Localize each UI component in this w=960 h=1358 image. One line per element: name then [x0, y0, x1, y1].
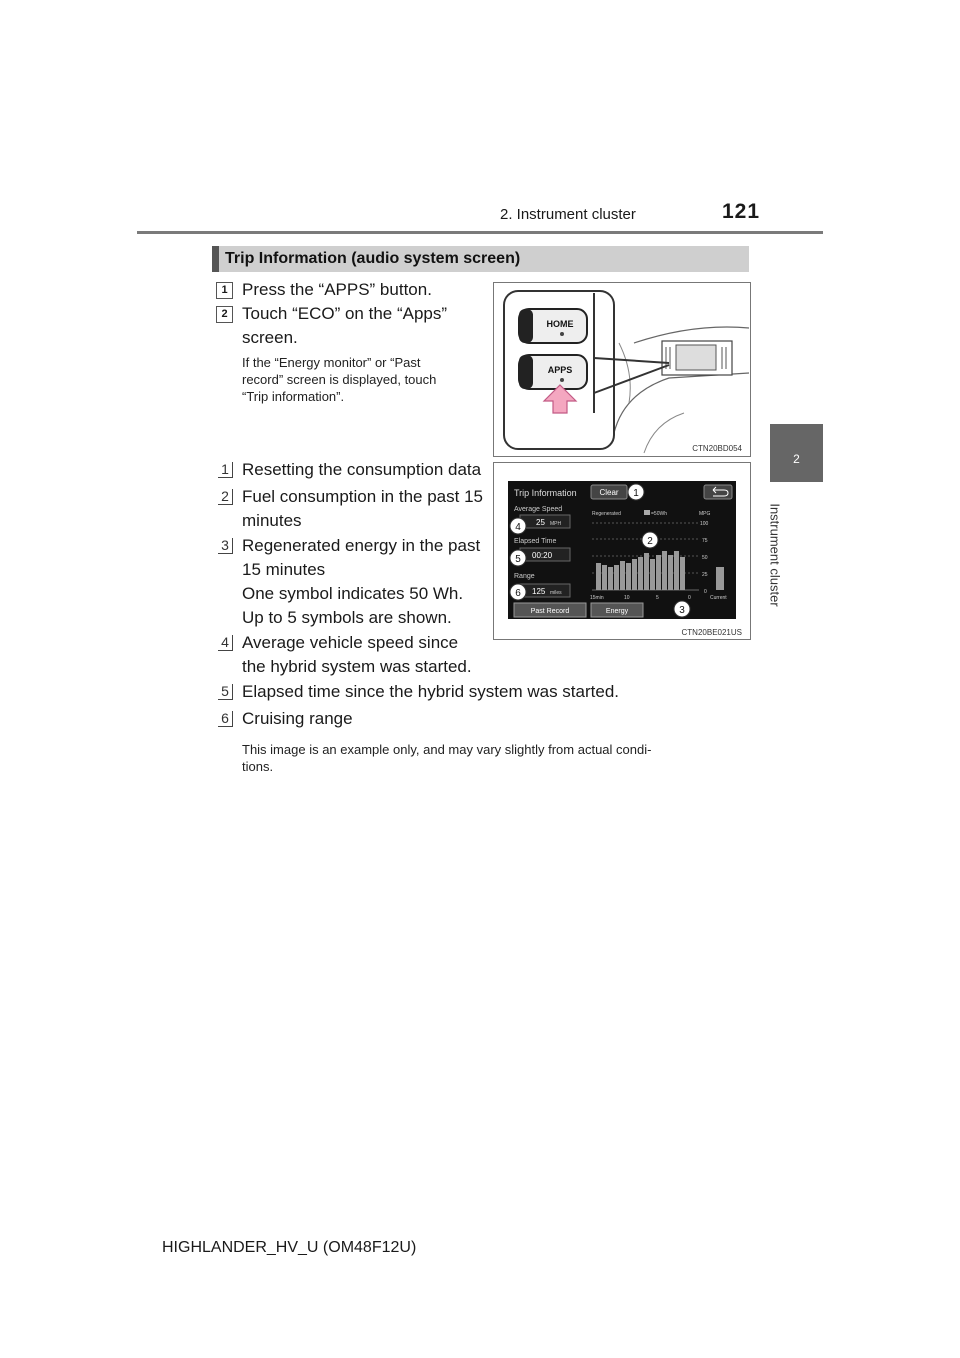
chapter-tab-label-wrap — [760, 490, 790, 620]
trip-screen-drawing — [494, 463, 750, 639]
note1-line3: “Trip information”. — [242, 389, 345, 404]
step-2-badge: 2 — [216, 306, 233, 323]
item-4-number: 4 — [218, 635, 233, 651]
range-unit: miles — [550, 590, 562, 596]
item-3-line1: Regenerated energy in the past — [242, 536, 481, 555]
section-heading-accent — [212, 246, 219, 272]
mpg-label: MPG — [699, 511, 711, 517]
y-tick-50: 50 — [702, 555, 708, 561]
item-4-line2: the hybrid system was started. — [242, 657, 472, 676]
step-2-text-line1: Touch “ECO” on the “Apps” — [242, 304, 448, 323]
x-tick-5: 5 — [656, 595, 659, 601]
y-tick-0: 0 — [704, 589, 707, 595]
screen-title: Trip Information — [514, 488, 577, 498]
legend-label: =50Wh — [651, 511, 667, 517]
x-tick-15min: 15min — [590, 595, 604, 601]
home-button-label: HOME — [546, 319, 574, 329]
item-6-number: 6 — [218, 711, 233, 727]
callout-3: 3 — [679, 605, 685, 616]
x-tick-10: 10 — [624, 595, 630, 601]
item-5-number: 5 — [218, 684, 233, 700]
item-3-number: 3 — [218, 538, 233, 554]
note1-line1: If the “Energy monitor” or “Past — [242, 355, 421, 370]
energy-button-label: Energy — [605, 608, 629, 615]
clear-button-label: Clear — [599, 488, 619, 497]
item-1-number: 1 — [218, 462, 233, 478]
step-1-badge: 1 — [216, 282, 233, 299]
item-4-line1: Average vehicle speed since — [242, 633, 459, 652]
avg-speed-unit: MPH — [550, 521, 562, 527]
callout-2: 2 — [647, 536, 653, 547]
item-1-text: Resetting the consumption data — [242, 460, 482, 479]
step-2-text-line2: screen. — [242, 328, 298, 347]
figure-trip-information-screen — [493, 462, 751, 640]
elapsed-time-value: 00:20 — [532, 551, 553, 560]
note2-line2: tions. — [242, 759, 274, 774]
callout-4: 4 — [515, 522, 521, 533]
note1-line2: record” screen is displayed, touch — [242, 372, 437, 387]
item-2-line1: Fuel consumption in the past 15 — [242, 487, 483, 506]
y-tick-100: 100 — [700, 521, 709, 527]
figure1-code: CTN20BD054 — [692, 444, 742, 453]
past-record-button-label: Past Record — [530, 608, 570, 615]
step-1-text: Press the “APPS” button. — [242, 280, 432, 299]
range-value: 125 — [532, 587, 546, 596]
figure-apps-button — [493, 282, 751, 457]
figure-apps-button-drawing — [494, 283, 750, 456]
note2-line1: This image is an example only, and may vary slightly from actual condi- — [242, 742, 652, 757]
avg-speed-value: 25 — [536, 518, 545, 527]
range-label: Range — [514, 573, 535, 580]
avg-speed-label: Average Speed — [514, 506, 563, 513]
chapter-tab-label: Instrument cluster — [767, 503, 783, 607]
figure2-code: CTN20BE021US — [681, 628, 742, 637]
callout-5: 5 — [515, 554, 521, 565]
item-2-number: 2 — [218, 489, 233, 505]
item-3-line3: One symbol indicates 50 Wh. — [242, 584, 464, 603]
y-tick-25: 25 — [702, 572, 708, 578]
elapsed-time-label: Elapsed Time — [514, 538, 557, 545]
section-heading: Trip Information (audio system screen) — [225, 250, 521, 267]
item-5-text: Elapsed time since the hybrid system was started. — [242, 682, 619, 701]
item-3-line2: 15 minutes — [242, 560, 326, 579]
regenerated-label: Regenerated — [592, 511, 621, 517]
x-tick-current: Current — [710, 595, 727, 601]
x-tick-0: 0 — [688, 595, 691, 601]
item-3-line4: Up to 5 symbols are shown. — [242, 608, 452, 627]
footer-model-code: HIGHLANDER_HV_U (OM48F12U) — [162, 1239, 417, 1256]
section-heading-bar — [212, 246, 749, 272]
apps-button-label: APPS — [547, 365, 573, 375]
callout-6: 6 — [515, 588, 521, 599]
page-number: 121 — [722, 200, 761, 223]
callout-1: 1 — [633, 488, 639, 499]
y-tick-75: 75 — [702, 538, 708, 544]
item-2-line2: minutes — [242, 511, 302, 530]
header-section-title: 2. Instrument cluster — [500, 206, 636, 223]
item-6-text: Cruising range — [242, 709, 353, 728]
header-rule — [137, 231, 823, 234]
chapter-tab: 2 — [770, 424, 823, 482]
